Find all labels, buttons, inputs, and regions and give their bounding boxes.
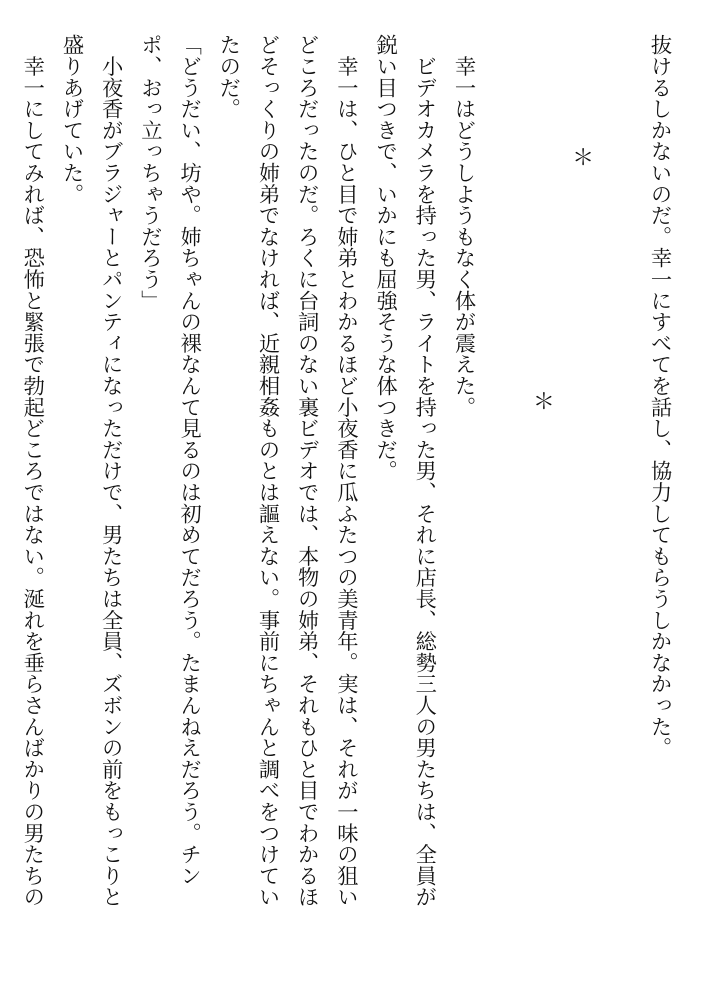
text-line: たのだ。 (215, 34, 241, 120)
text-line: 幸一にしてみれば、恐怖と緊張で勃起どころではない。涎れを垂らさんばかりの男たちの (19, 34, 45, 908)
text-line: 抜けるしかないのだ。幸一にすべてを話し、協力してもらうしかなかった。 (647, 34, 672, 759)
blank-line (601, 34, 640, 980)
text-line: 幸一は、ひと目で姉弟とわかるほど小夜香に瓜ふたつの美青年。実は、それが一味の狙い (333, 34, 359, 908)
text-line: どそっくりの姉弟でなければ、近親相姦ものとは謳えない。事前にちゃんと調べをつけてい (255, 34, 280, 908)
text-line: 盛りあげていた。 (58, 34, 84, 205)
text-line: 小夜香がブラジャーとパンティになっただけで、男たちは全員、ズボンの前をもっこりと (98, 34, 124, 908)
text-line: どころだったのだ。ろくに台詞のない裏ビデオでは、本物の姉弟、それもひと目でわかるほ (294, 34, 320, 908)
section-break-asterisk: ＊ (529, 390, 555, 412)
text-line: ポ、おっ立っちゃうだろう」 (137, 34, 163, 311)
text-line: 幸一はどうしようもなく体が震えた。 (451, 34, 477, 418)
vertical-text-body (13, 34, 679, 980)
blank-line (483, 34, 522, 980)
text-line: 鋭い目つきで、いかにも屈強そうな体つきだ。 (372, 34, 398, 482)
text-line: ビデオカメラを持った男、ライトを持った男、それに店長、総勢三人の男たちは、全員が (411, 34, 437, 908)
text-line: 「どうだい、坊や。姉ちゃんの裸なんて見るのは初めてだろう。たまんねえだろう。チン (176, 34, 202, 886)
section-break-asterisk: ＊ (568, 146, 594, 168)
